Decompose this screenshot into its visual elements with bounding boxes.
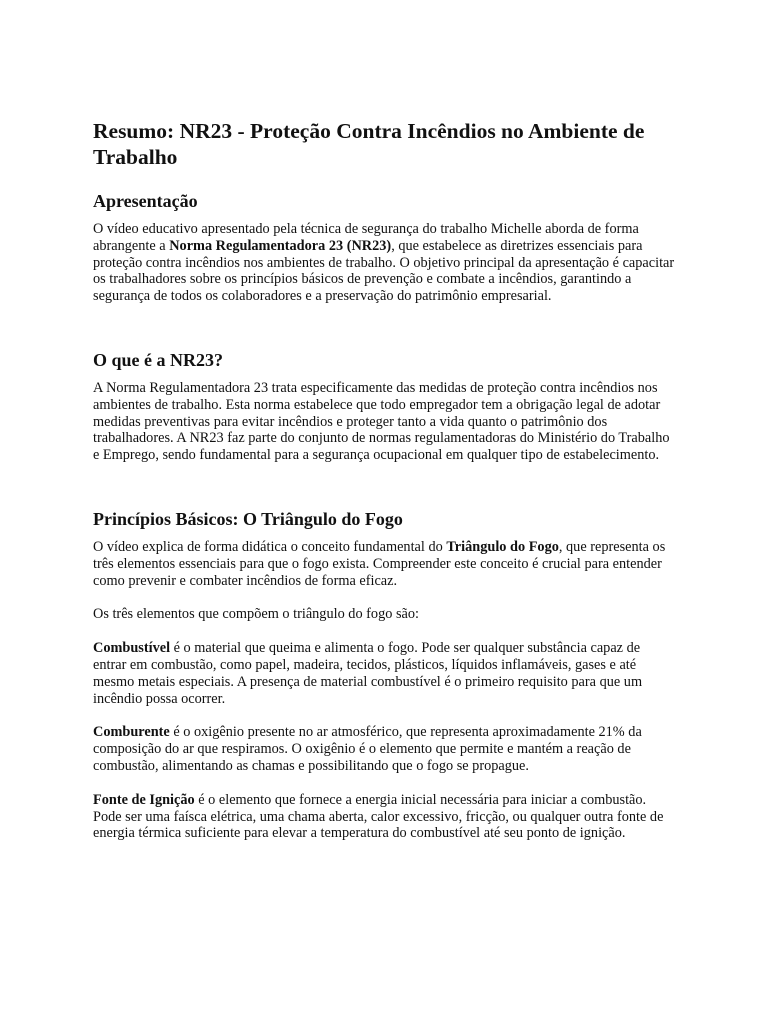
principios-intro-paragraph — [93, 539, 675, 589]
combustivel-paragraph — [93, 640, 675, 707]
comburente-term: Comburente — [93, 724, 170, 741]
section-apresentacao — [93, 190, 675, 305]
section-heading-apresentacao: Apresentação — [93, 191, 198, 211]
document-page — [93, 118, 675, 842]
section-heading-nr23: O que é a NR23? — [93, 349, 223, 370]
apresentacao-text-end: , que estabelece as diretrizes essenciais para proteção contra incêndios nos ambientes de trabalho. O objetivo principal da apresentação é capacitar os trabalhadores sobre os princípios básicos de prevenção e combate a incêndios, garantindo a segurança de todos os colaboradores e a preservação do patrimônio empresarial. — [93, 237, 675, 305]
ignicao-term: Fonte de Ignição — [93, 791, 195, 808]
combustivel-text: é o material que queima e alimenta o fogo. Pode ser qualquer substância capaz de entrar em combustão, como papel, madeira, tecidos, plásticos, líquidos inflamáveis, gases e até mesmo metais especiais. A presença de material combustível é o primeiro requisito para que um incêndio possa ocorrer. — [93, 640, 643, 707]
nr23-paragraph: A Norma Regulamentadora 23 trata especificamente das medidas de proteção contra incêndios nos ambientes de trabalho. Esta norma estabelece que todo empregador tem a obrigação legal de adotar medidas preventivas para evitar incêndios e proteger tanto a vida quanto o patrimônio dos trabalhadores. A NR23 faz parte do conjunto de normas regulamentadoras do Ministério do Trabalho e Emprego, sendo fundamental para a segurança ocupacional em qualquer tipo de estabelecimento. — [93, 379, 670, 464]
section-heading-principios: Princípios Básicos: O Triângulo do Fogo — [93, 508, 403, 529]
principios-lead-paragraph: Os três elementos que compõem o triângulo do fogo são: — [93, 606, 419, 623]
apresentacao-paragraph — [93, 221, 675, 305]
document-title: Resumo: NR23 - Proteção Contra Incêndios no Ambiente de Trabalho — [93, 119, 645, 169]
section-principios — [93, 508, 675, 842]
apresentacao-text-start: O vídeo educativo apresentado pela técnica de segurança do trabalho Michelle aborda de forma abrangente a — [93, 221, 639, 254]
ignicao-paragraph — [93, 792, 675, 842]
ignicao-text: é o elemento que fornece a energia inicial necessária para iniciar a combustão. Pode ser uma faísca elétrica, uma chama aberta, calor excessivo, fricção, ou qualquer outra fonte de energia térmica suficiente para elevar a temperatura do combustível até seu ponto de ignição. — [93, 791, 664, 842]
apresentacao-bold-norma: Norma Regulamentadora 23 (NR23) — [169, 237, 392, 254]
principios-intro-end: , que representa os três elementos essenciais para que o fogo exista. Compreender este conceito é crucial para entender como prevenir e combater incêndios de forma eficaz. — [93, 538, 666, 589]
comburente-text: é o oxigênio presente no ar atmosférico, que representa aproximadamente 21% da composição do ar que respiramos. O oxigênio é o elemento que permite e mantém a reação de combustão, alimentando as chamas e possibilitando que o fogo se propague. — [93, 724, 642, 774]
principios-intro-start: O vídeo explica de forma didática o conceito fundamental do — [93, 538, 447, 555]
combustivel-term: Combustível — [93, 640, 171, 657]
section-nr23 — [93, 349, 675, 464]
comburente-paragraph — [93, 724, 675, 774]
principios-bold-triangulo: Triângulo do Fogo — [446, 538, 559, 555]
